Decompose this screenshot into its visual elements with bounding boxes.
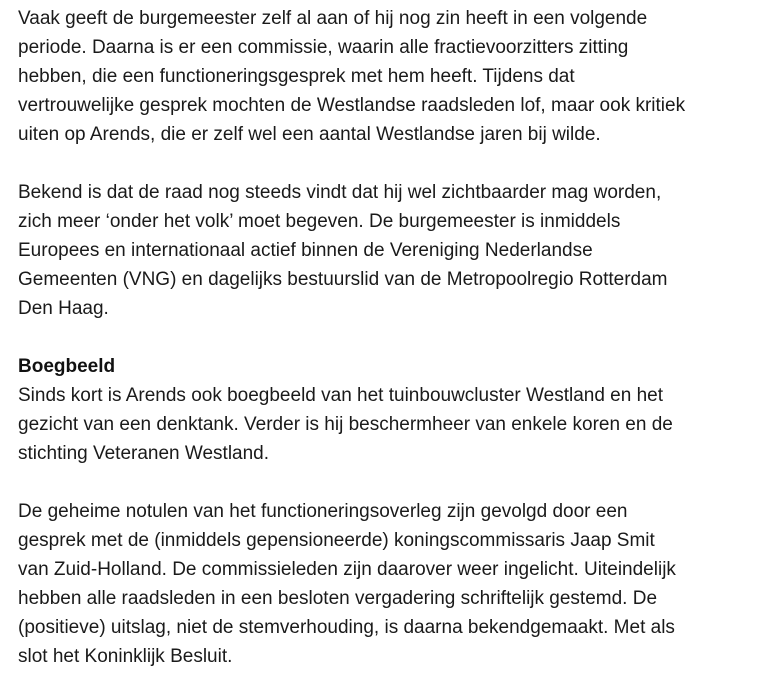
section-heading: Boegbeeld — [18, 356, 116, 377]
text-line: slot het Koninklijk Besluit. — [18, 646, 233, 667]
text-line: van Zuid-Holland. De commissieleden zijn daarover weer ingelicht. Uiteindelijk — [18, 559, 676, 580]
text-line: Gemeenten (VNG) en dagelijks bestuurslid van de Metropoolregio Rotterdam — [18, 269, 668, 290]
text-line: zich meer ‘onder het volk’ moet begeven. De burgemeester is inmiddels — [18, 211, 621, 232]
text-line: Sinds kort is Arends ook boegbeeld van het tuinbouwcluster Westland en het — [18, 385, 663, 406]
text-line: gesprek met de (inmiddels gepensioneerde) koningscommissaris Jaap Smit — [18, 530, 655, 551]
text-line: uiten op Arends, die er zelf wel een aantal Westlandse jaren bij wilde. — [18, 124, 601, 145]
text-line: gezicht van een denktank. Verder is hij beschermheer van enkele koren en de — [18, 414, 673, 435]
text-line: Vaak geeft de burgemeester zelf al aan of hij nog zin heeft in een volgende — [18, 8, 648, 29]
text-line: hebben alle raadsleden in een besloten vergadering schriftelijk gestemd. De — [18, 588, 658, 609]
text-line: Den Haag. — [18, 298, 109, 319]
article-body — [18, 4, 748, 700]
paragraph-4 — [18, 497, 748, 671]
paragraph-3 — [18, 381, 748, 468]
paragraph-2 — [18, 178, 748, 323]
text-line: Europees en internationaal actief binnen de Vereniging Nederlandse — [18, 240, 593, 261]
text-line: Bekend is dat de raad nog steeds vindt dat hij wel zichtbaarder mag worden, — [18, 182, 662, 203]
text-line: vertrouwelijke gesprek mochten de Westlandse raadsleden lof, maar ook kritiek — [18, 95, 686, 116]
text-line: De geheime notulen van het functioneringsoverleg zijn gevolgd door een — [18, 501, 628, 522]
text-line: stichting Veteranen Westland. — [18, 443, 270, 464]
text-line: hebben, die een functioneringsgesprek met hem heeft. Tijdens dat — [18, 66, 575, 87]
text-line: periode. Daarna is er een commissie, waarin alle fractievoorzitters zitting — [18, 37, 629, 58]
text-line: (positieve) uitslag, niet de stemverhouding, is daarna bekendgemaakt. Met als — [18, 617, 675, 638]
paragraph-1 — [18, 4, 748, 149]
